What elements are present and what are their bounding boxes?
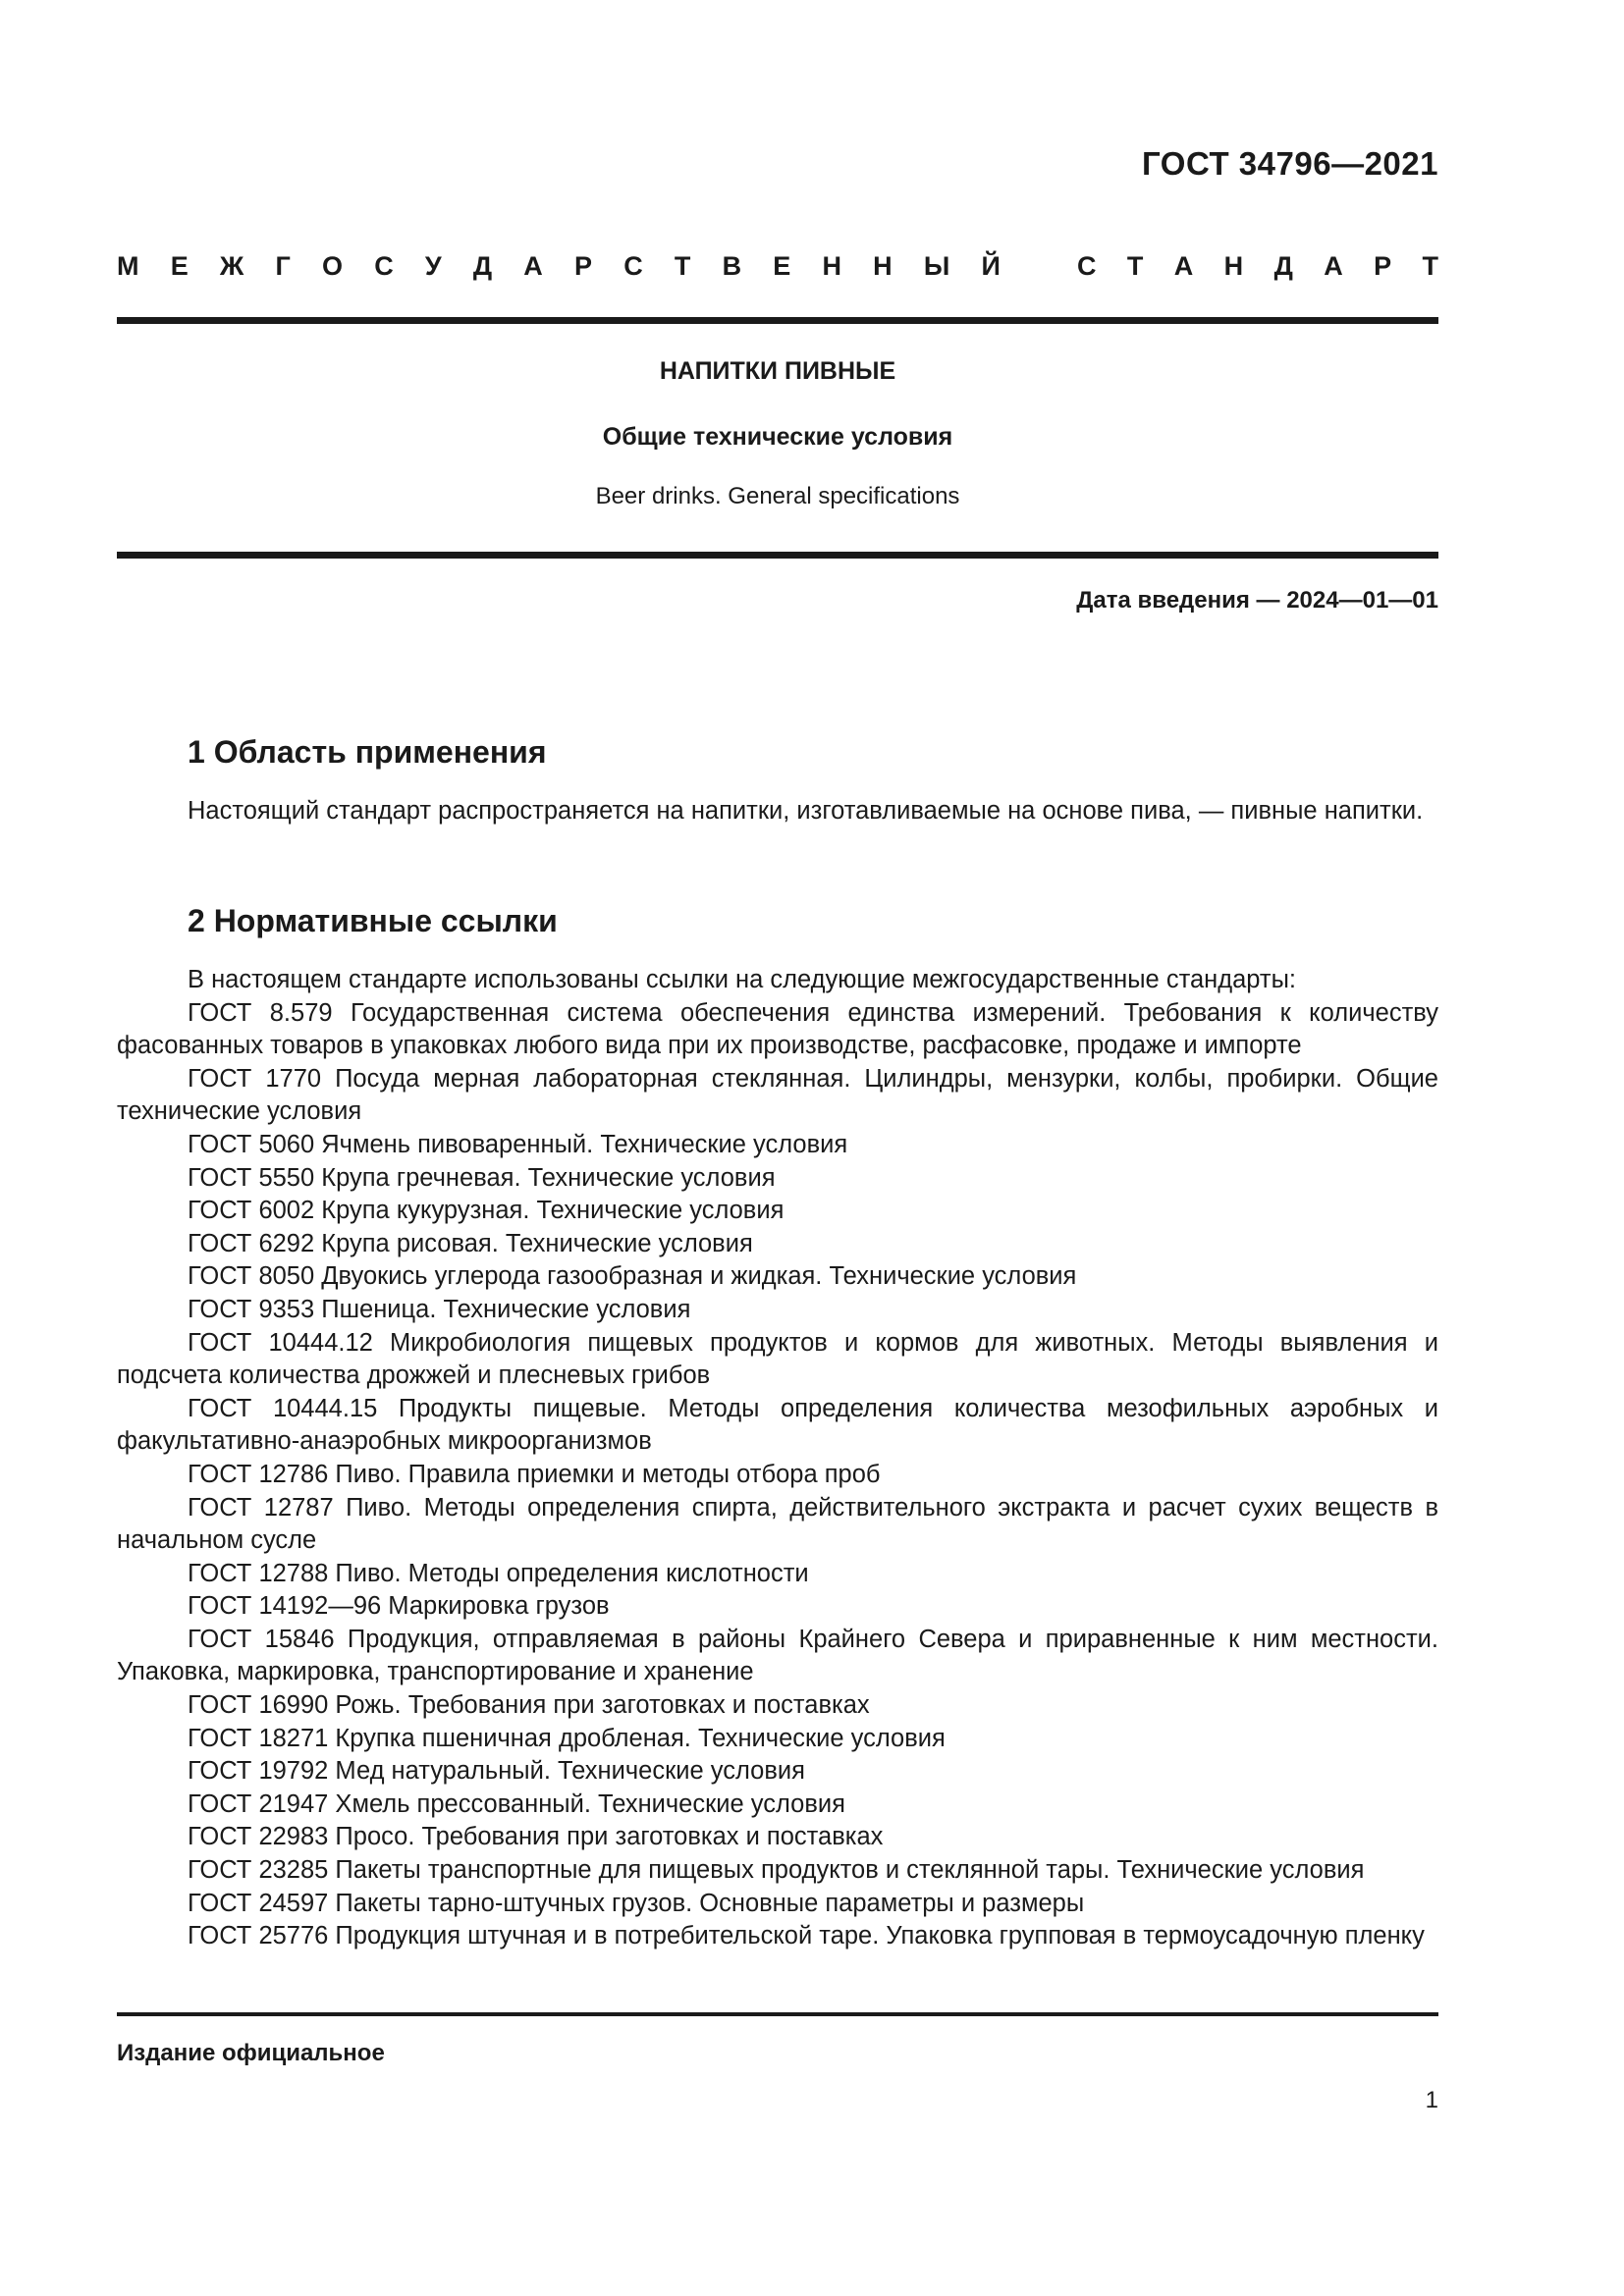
letter: Ы <box>923 251 950 281</box>
reference-item: ГОСТ 15846 Продукция, отправляемая в районы Крайнего Севера и приравненные к ним местности. Упаковка, маркировка, транспортирование и хранение <box>117 1625 1438 1686</box>
letter: Н <box>822 251 841 281</box>
letter: С <box>1077 251 1097 281</box>
section-heading-scope: 1 Область применения <box>188 734 547 770</box>
reference-item: ГОСТ 22983 Просо. Требования при заготовках и поставках <box>188 1823 884 1851</box>
letter: Н <box>1223 251 1244 281</box>
letter: С <box>623 251 643 281</box>
section-heading-normative-references: 2 Нормативные ссылки <box>188 903 558 938</box>
reference-item: ГОСТ 24597 Пакеты тарно-штучных грузов. Основные параметры и размеры <box>188 1889 1085 1917</box>
letter: Н <box>873 251 893 281</box>
reference-item: ГОСТ 19792 Мед натуральный. Технические условия <box>188 1757 805 1786</box>
letter: Д <box>1273 251 1293 281</box>
document-english-title: Beer drinks. General specifications <box>595 483 960 509</box>
letter: А <box>1324 251 1343 281</box>
letter: Ж <box>219 251 244 281</box>
letter: О <box>321 251 343 281</box>
document-title: НАПИТКИ ПИВНЫЕ <box>659 357 896 385</box>
references-intro: В настоящем стандарте использованы ссылки на следующие межгосударственные стандарты: <box>188 966 1296 993</box>
reference-item: ГОСТ 21947 Хмель прессованный. Технические условия <box>188 1789 845 1818</box>
edition-label: Издание официальное <box>117 2040 385 2066</box>
document-page <box>117 0 1438 2296</box>
reference-item: ГОСТ 16990 Рожь. Требования при заготовках и поставках <box>188 1691 870 1720</box>
letter: Й <box>981 251 1001 281</box>
footer-divider <box>117 2012 1438 2016</box>
reference-item: ГОСТ 5060 Ячмень пивоваренный. Технические условия <box>188 1130 848 1158</box>
reference-item: ГОСТ 6292 Крупа рисовая. Технические условия <box>188 1229 753 1257</box>
letter: А <box>1173 251 1194 281</box>
reference-item: ГОСТ 8.579 Государственная система обеспечения единства измерений. Требования к количеству фасованных товаров в упаковках любого вида при их производстве, расфасовке, продаже и импорте <box>117 998 1438 1060</box>
reference-item: ГОСТ 25776 Продукция штучная и в потребительской таре. Упаковка групповая в термоусадочную пленку <box>188 1922 1425 1950</box>
reference-item: ГОСТ 12786 Пиво. Правила приемки и методы отбора проб <box>188 1460 881 1488</box>
letter: В <box>722 251 742 281</box>
letter: Т <box>1422 251 1438 281</box>
top-divider <box>117 317 1438 324</box>
reference-item: ГОСТ 10444.15 Продукты пищевые. Методы определения количества мезофильных аэробных и факультативно-анаэробных микроорганизмов <box>117 1394 1438 1456</box>
normative-references-list <box>117 964 1438 1953</box>
letter: С <box>374 251 394 281</box>
reference-item: ГОСТ 23285 Пакеты транспортные для пищевых продуктов и стеклянной тары. Технические условия <box>188 1856 1365 1885</box>
effective-date: Дата введения — 2024—01—01 <box>1076 587 1438 614</box>
reference-item: ГОСТ 18271 Крупка пшеничная дробленая. Технические условия <box>188 1724 946 1752</box>
standard-type-heading <box>117 251 1438 282</box>
letter: М <box>117 251 139 281</box>
standard-type-word-interstate <box>117 251 1001 282</box>
reference-item: ГОСТ 12787 Пиво. Методы определения спирта, действительного экстракта и расчет сухих веществ в начальном сусле <box>117 1493 1438 1555</box>
scope-paragraph: Настоящий стандарт распространяется на напитки, изготавливаемые на основе пива, — пивные напитки. <box>188 797 1424 825</box>
reference-item: ГОСТ 1770 Посуда мерная лабораторная стеклянная. Цилиндры, мензурки, колбы, пробирки. Общие технические условия <box>117 1064 1438 1126</box>
reference-item: ГОСТ 12788 Пиво. Методы определения кислотности <box>188 1559 809 1587</box>
letter: У <box>424 251 442 281</box>
letter: Р <box>573 251 592 281</box>
reference-item: ГОСТ 5550 Крупа гречневая. Технические условия <box>188 1163 776 1192</box>
reference-item: ГОСТ 14192—96 Маркировка грузов <box>188 1592 610 1621</box>
letter: Т <box>1126 251 1144 281</box>
page-number: 1 <box>1425 2087 1438 2113</box>
letter: Р <box>1374 251 1392 281</box>
document-id: ГОСТ 34796—2021 <box>1142 145 1438 182</box>
reference-item: ГОСТ 10444.12 Микробиология пищевых продуктов и кормов для животных. Методы выявления и подсчета количества дрожжей и плесневых грибов <box>117 1328 1438 1390</box>
reference-item: ГОСТ 9353 Пшеница. Технические условия <box>188 1295 691 1323</box>
letter: Г <box>275 251 291 281</box>
document-subtitle: Общие технические условия <box>602 423 953 451</box>
title-divider <box>117 552 1438 559</box>
letter: Е <box>773 251 791 281</box>
letter: Д <box>472 251 493 281</box>
reference-item: ГОСТ 6002 Крупа кукурузная. Технические условия <box>188 1197 785 1225</box>
letter: Е <box>170 251 189 281</box>
letter: Т <box>674 251 691 281</box>
standard-type-word-standard <box>1077 251 1438 282</box>
letter: А <box>523 251 543 281</box>
reference-item: ГОСТ 8050 Двуокись углерода газообразная и жидкая. Технические условия <box>188 1262 1077 1291</box>
